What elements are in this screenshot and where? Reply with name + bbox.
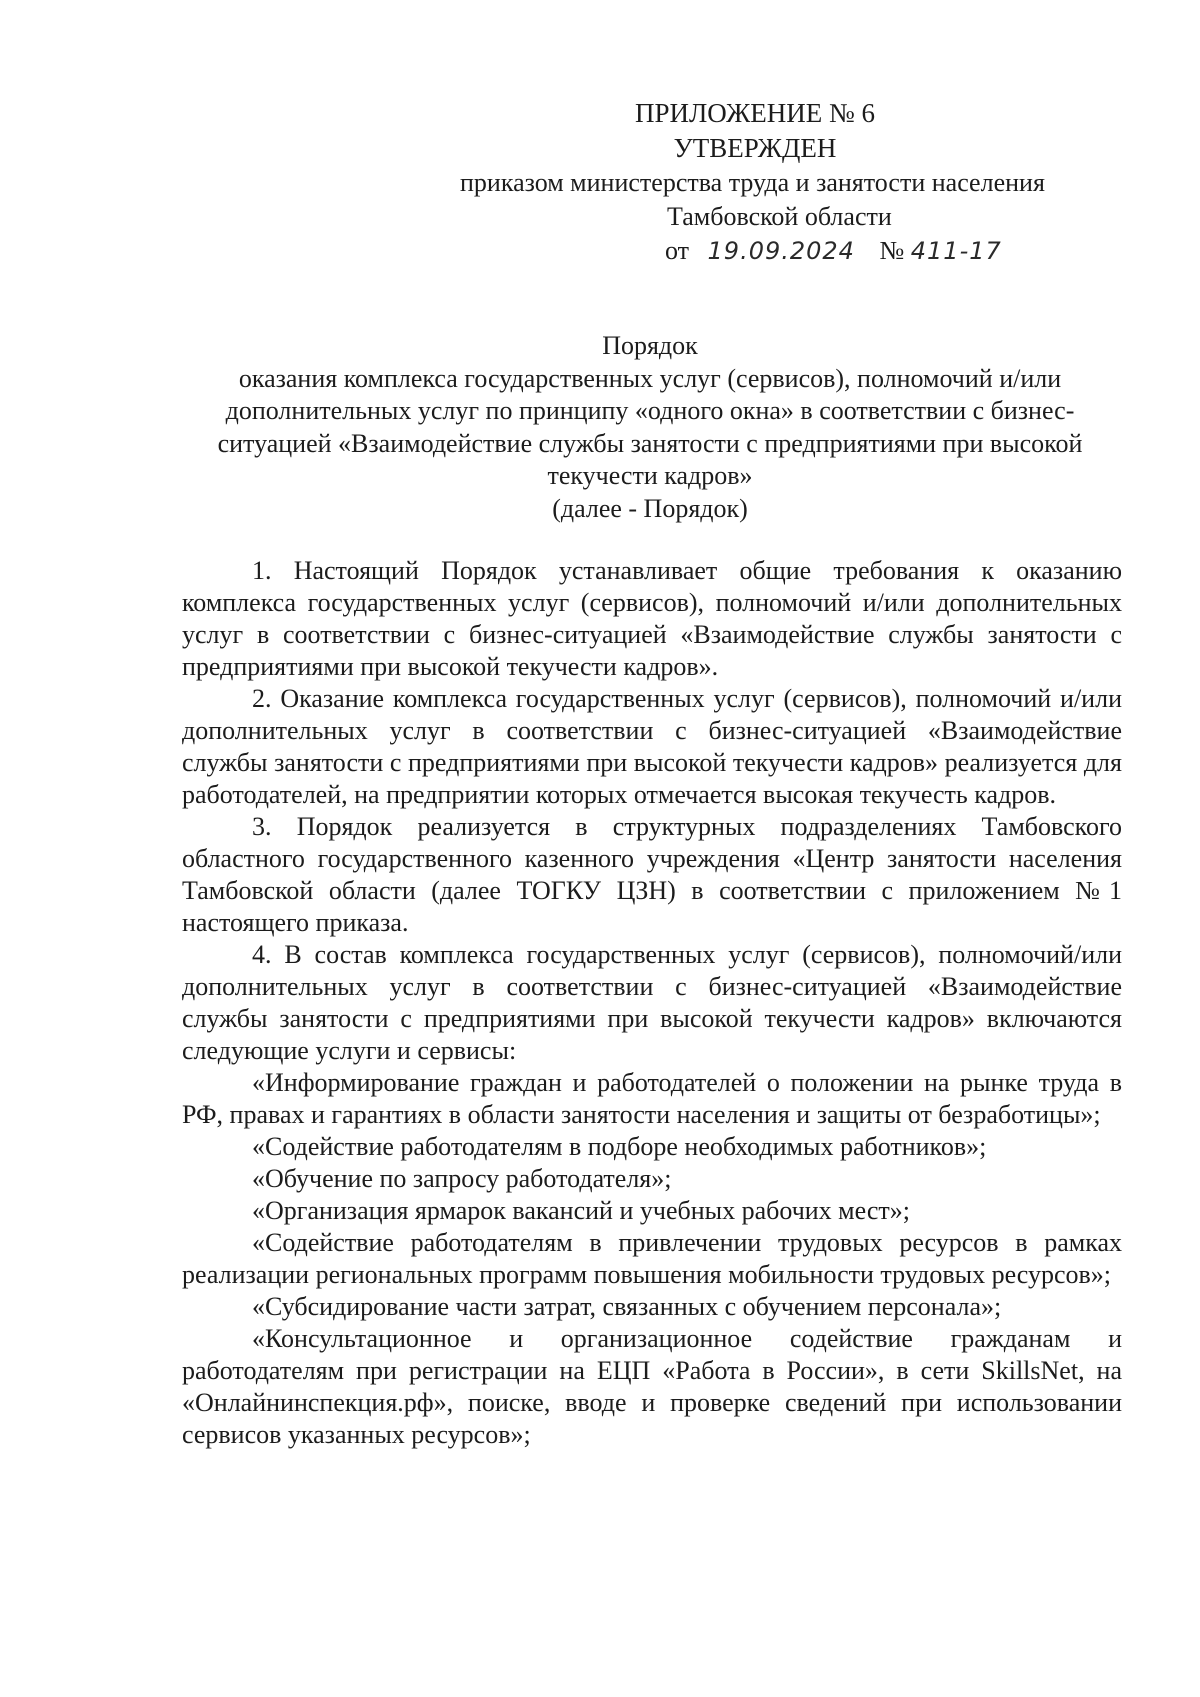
number-prefix: № <box>879 235 905 265</box>
appendix-number: ПРИЛОЖЕНИЕ № 6 <box>634 98 876 128</box>
handwritten-number: 411-17 <box>910 236 1002 265</box>
approved-label: УТВЕРЖДЕН <box>673 133 837 164</box>
document-title <box>175 330 1125 525</box>
order-issuer: приказом министерства труда и занятости населения <box>460 168 1045 198</box>
list-item: «Организация ярмарок вакансий и учебных рабочих мест»; <box>252 1196 910 1225</box>
title-heading: Порядок <box>602 331 698 360</box>
order-date-number-line <box>665 234 1150 268</box>
date-prefix: от <box>665 235 690 265</box>
list-item: «Консультационное и организационное содействие гражданам и работодателям при регистрации на ЕЦП «Работа в России», в сети SkillsNet, на «Онлайнинспекция.рф», поиске, вводе и проверке сведений при использовании сервисов указанных ресурсов»; <box>182 1324 1122 1449</box>
list-item: «Субсидирование части затрат, связанных с обучением персонала»; <box>252 1292 1002 1321</box>
list-item: «Содействие работодателям в подборе необходимых работников»; <box>252 1132 987 1161</box>
title-abbreviation: (далее - Порядок) <box>552 493 748 523</box>
list-item: «Обучение по запросу работодателя»; <box>252 1164 672 1193</box>
paragraph: 2. Оказание комплекса государственных услуг (сервисов), полномочий и/или дополнительных услуг в соответствии с бизнес-ситуацией «Взаимодействие службы занятости с предприятиями при высокой текучести кадров» реализуется для работодателей, на предприятии которых отмечается высокая текучесть кадров. <box>182 684 1122 809</box>
document-body <box>182 555 1122 1451</box>
paragraph: 4. В состав комплекса государственных услуг (сервисов), полномочий/или дополнительных услуг в соответствии с бизнес-ситуацией «Взаимодействие службы занятости с предприятиями при высокой текучести кадров» включаются следующие услуги и сервисы: <box>182 940 1122 1065</box>
handwritten-date: 19.09.2024 <box>707 236 855 265</box>
paragraph: 1. Настоящий Порядок устанавливает общие требования к оказанию комплекса государственных услуг (сервисов), полномочий и/или дополнительных услуг в соответствии с бизнес-ситуацией «Взаимодействие службы занятости с предприятиями при высокой текучести кадров». <box>182 556 1122 681</box>
paragraph: 3. Порядок реализуется в структурных подразделениях Тамбовского областного государственного казенного учреждения «Центр занятости населения Тамбовской области (далее ТОГКУ ЦЗН) в соответствии с приложением №1 настоящего приказа. <box>182 812 1122 937</box>
title-description: оказания комплекса государственных услуг (сервисов), полномочий и/или дополнительных услуг по принципу «одного окна» в соответствии с бизнес-ситуацией «Взаимодействие службы занятости с предприятиями при высокой текучести кадров» <box>217 363 1083 490</box>
region-name: Тамбовской области <box>667 201 892 231</box>
list-item: «Содействие работодателям в привлечении трудовых ресурсов в рамках реализации региональных программ повышения мобильности трудовых ресурсов»; <box>182 1228 1122 1289</box>
list-item: «Информирование граждан и работодателей о положении на рынке труда в РФ, правах и гарантиях в области занятости населения и защиты от безработицы»; <box>182 1068 1122 1129</box>
approval-header <box>460 96 1150 268</box>
